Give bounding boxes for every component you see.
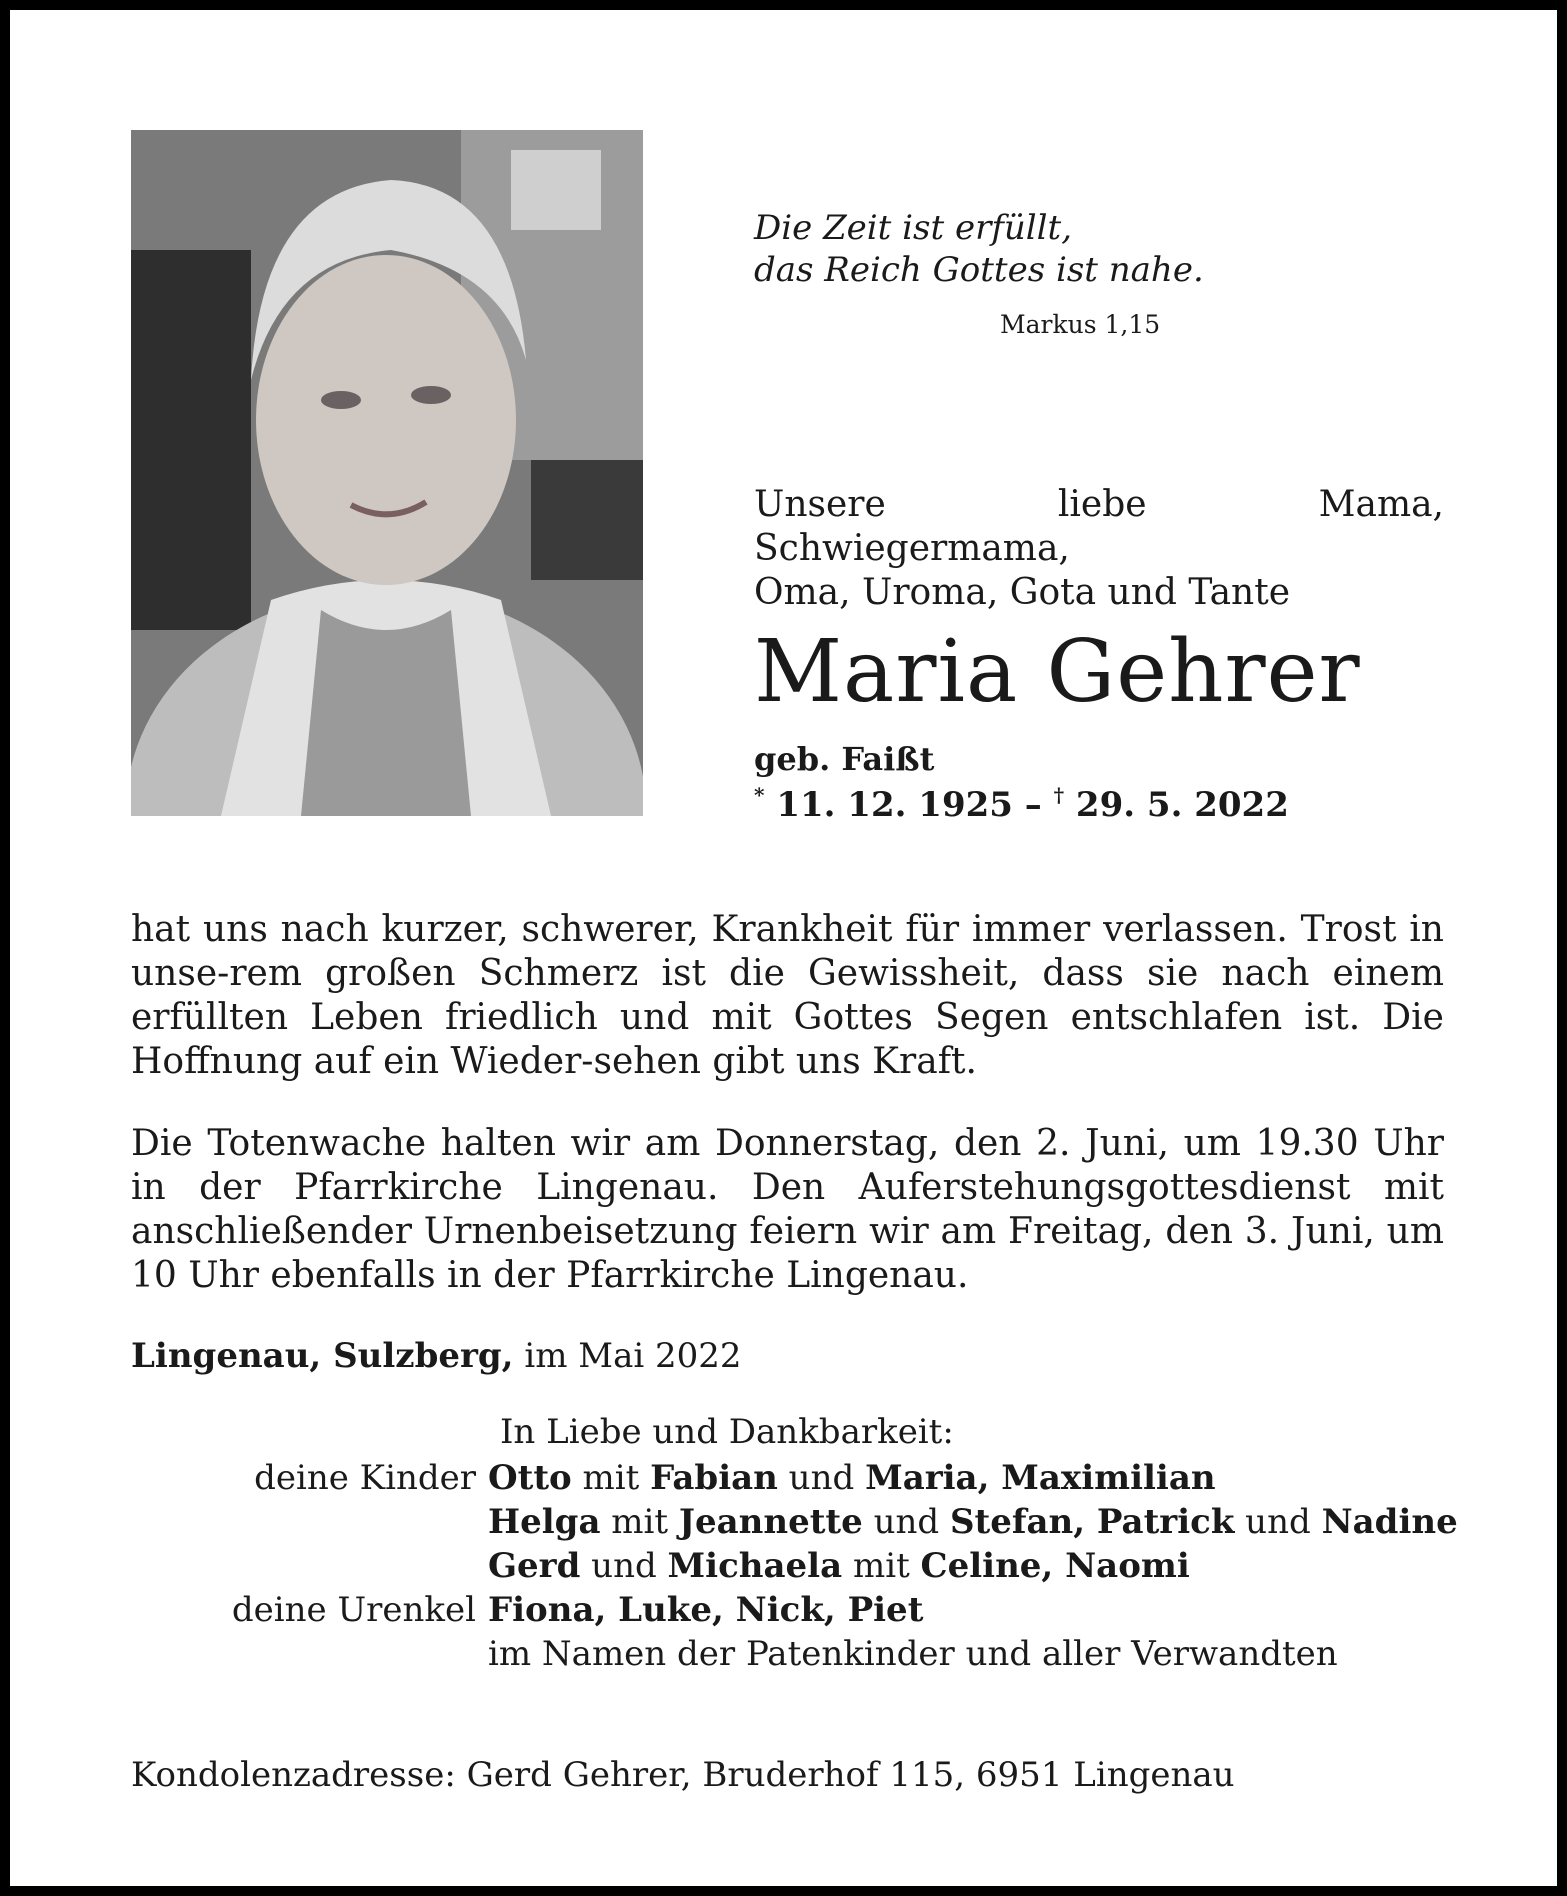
place-locations: Lingenau, Sulzberg, xyxy=(131,1336,514,1376)
row-label-empty xyxy=(110,1544,488,1588)
death-date: 29. 5. 2022 xyxy=(1075,785,1289,825)
signer-row xyxy=(110,1588,1458,1632)
portrait-illustration xyxy=(131,130,643,816)
signer-name: Otto xyxy=(488,1458,572,1498)
deceased-name: Maria Gehrer xyxy=(754,622,1361,722)
signer-name: Celine, Naomi xyxy=(920,1546,1190,1586)
signer-names xyxy=(488,1588,923,1632)
signer-row xyxy=(110,1456,1458,1500)
body-paragraph-2: Die Totenwache halten wir am Donnerstag, den 2. Juni, um 19.30 Uhr in der Pfarrkirche Lingenau. Den Auferstehungsgottesdienst mit anschließender Urnenbeisetzung feiern wir am Freitag, den 3. Juni, um 10 Uhr ebenfalls in der Pfarrkirche Lingenau. xyxy=(131,1123,1444,1296)
quote-line-2: das Reich Gottes ist nahe. xyxy=(754,250,1204,290)
signer-row xyxy=(110,1500,1458,1544)
signer-name: Nadine xyxy=(1321,1502,1458,1542)
date-dash: – xyxy=(1012,785,1054,825)
thanks-line: In Liebe und Dankbarkeit: xyxy=(500,1412,954,1452)
row-label-empty xyxy=(110,1632,488,1676)
closing-line: im Namen der Patenkinder und aller Verwandten xyxy=(488,1634,1338,1674)
signer-name: Fabian xyxy=(650,1458,778,1498)
place-and-date xyxy=(131,1336,742,1376)
urenkel-label: deine Urenkel xyxy=(231,1590,476,1630)
kinder-label: deine Kinder xyxy=(254,1458,476,1498)
intro-text xyxy=(754,483,1444,615)
signer-name: Stefan, Patrick xyxy=(949,1502,1235,1542)
birth-name: geb. Faißt xyxy=(754,740,935,778)
signer-names xyxy=(488,1544,1190,1588)
signer-row xyxy=(110,1632,1458,1676)
signers-list xyxy=(110,1456,1458,1676)
row-label-empty xyxy=(110,1500,488,1544)
signer-name: Helga xyxy=(488,1502,601,1542)
death-symbol: † xyxy=(1053,783,1065,807)
intro-line-1: Unsere liebe Mama, Schwiegermama, xyxy=(754,484,1444,569)
connector: mit xyxy=(842,1546,921,1586)
signer-name: Gerd xyxy=(488,1546,581,1586)
connector: mit xyxy=(600,1502,679,1542)
quote-line-1: Die Zeit ist erfüllt, xyxy=(754,208,1073,248)
signer-name: Fiona, Luke, Nick, Piet xyxy=(488,1590,924,1630)
connector: mit xyxy=(571,1458,651,1498)
signer-name: Jeannette xyxy=(678,1502,863,1542)
portrait-photo xyxy=(131,130,643,816)
obituary-page xyxy=(10,10,1557,1886)
signer-names xyxy=(488,1456,1216,1500)
life-dates xyxy=(754,785,1289,825)
connector: und xyxy=(580,1546,668,1586)
place-date: im Mai 2022 xyxy=(513,1336,742,1376)
connector: und xyxy=(1234,1502,1322,1542)
birth-symbol: * xyxy=(754,783,765,807)
signer-name: Michaela xyxy=(667,1546,843,1586)
connector: und xyxy=(862,1502,950,1542)
signer-row xyxy=(110,1544,1458,1588)
signer-name: Maria, Maximilian xyxy=(865,1458,1216,1498)
birth-date: 11. 12. 1925 xyxy=(776,785,1013,825)
quote-reference: Markus 1,15 xyxy=(1000,310,1161,339)
signer-names xyxy=(488,1500,1458,1544)
connector: und xyxy=(777,1458,866,1498)
bible-quote xyxy=(754,207,1204,291)
body-paragraph-1: hat uns nach kurzer, schwerer, Krankheit für immer verlassen. Trost in unse-rem großen Schmerz ist die Gewissheit, dass sie nach einem erfüllten Leben friedlich und mit Gottes Segen entschlafen ist. Die Hoffnung auf ein Wieder-sehen gibt uns Kraft. xyxy=(131,909,1444,1082)
condolence-address: Kondolenzadresse: Gerd Gehrer, Bruderhof 115, 6951 Lingenau xyxy=(131,1755,1235,1795)
intro-line-2: Oma, Uroma, Gota und Tante xyxy=(754,572,1291,613)
